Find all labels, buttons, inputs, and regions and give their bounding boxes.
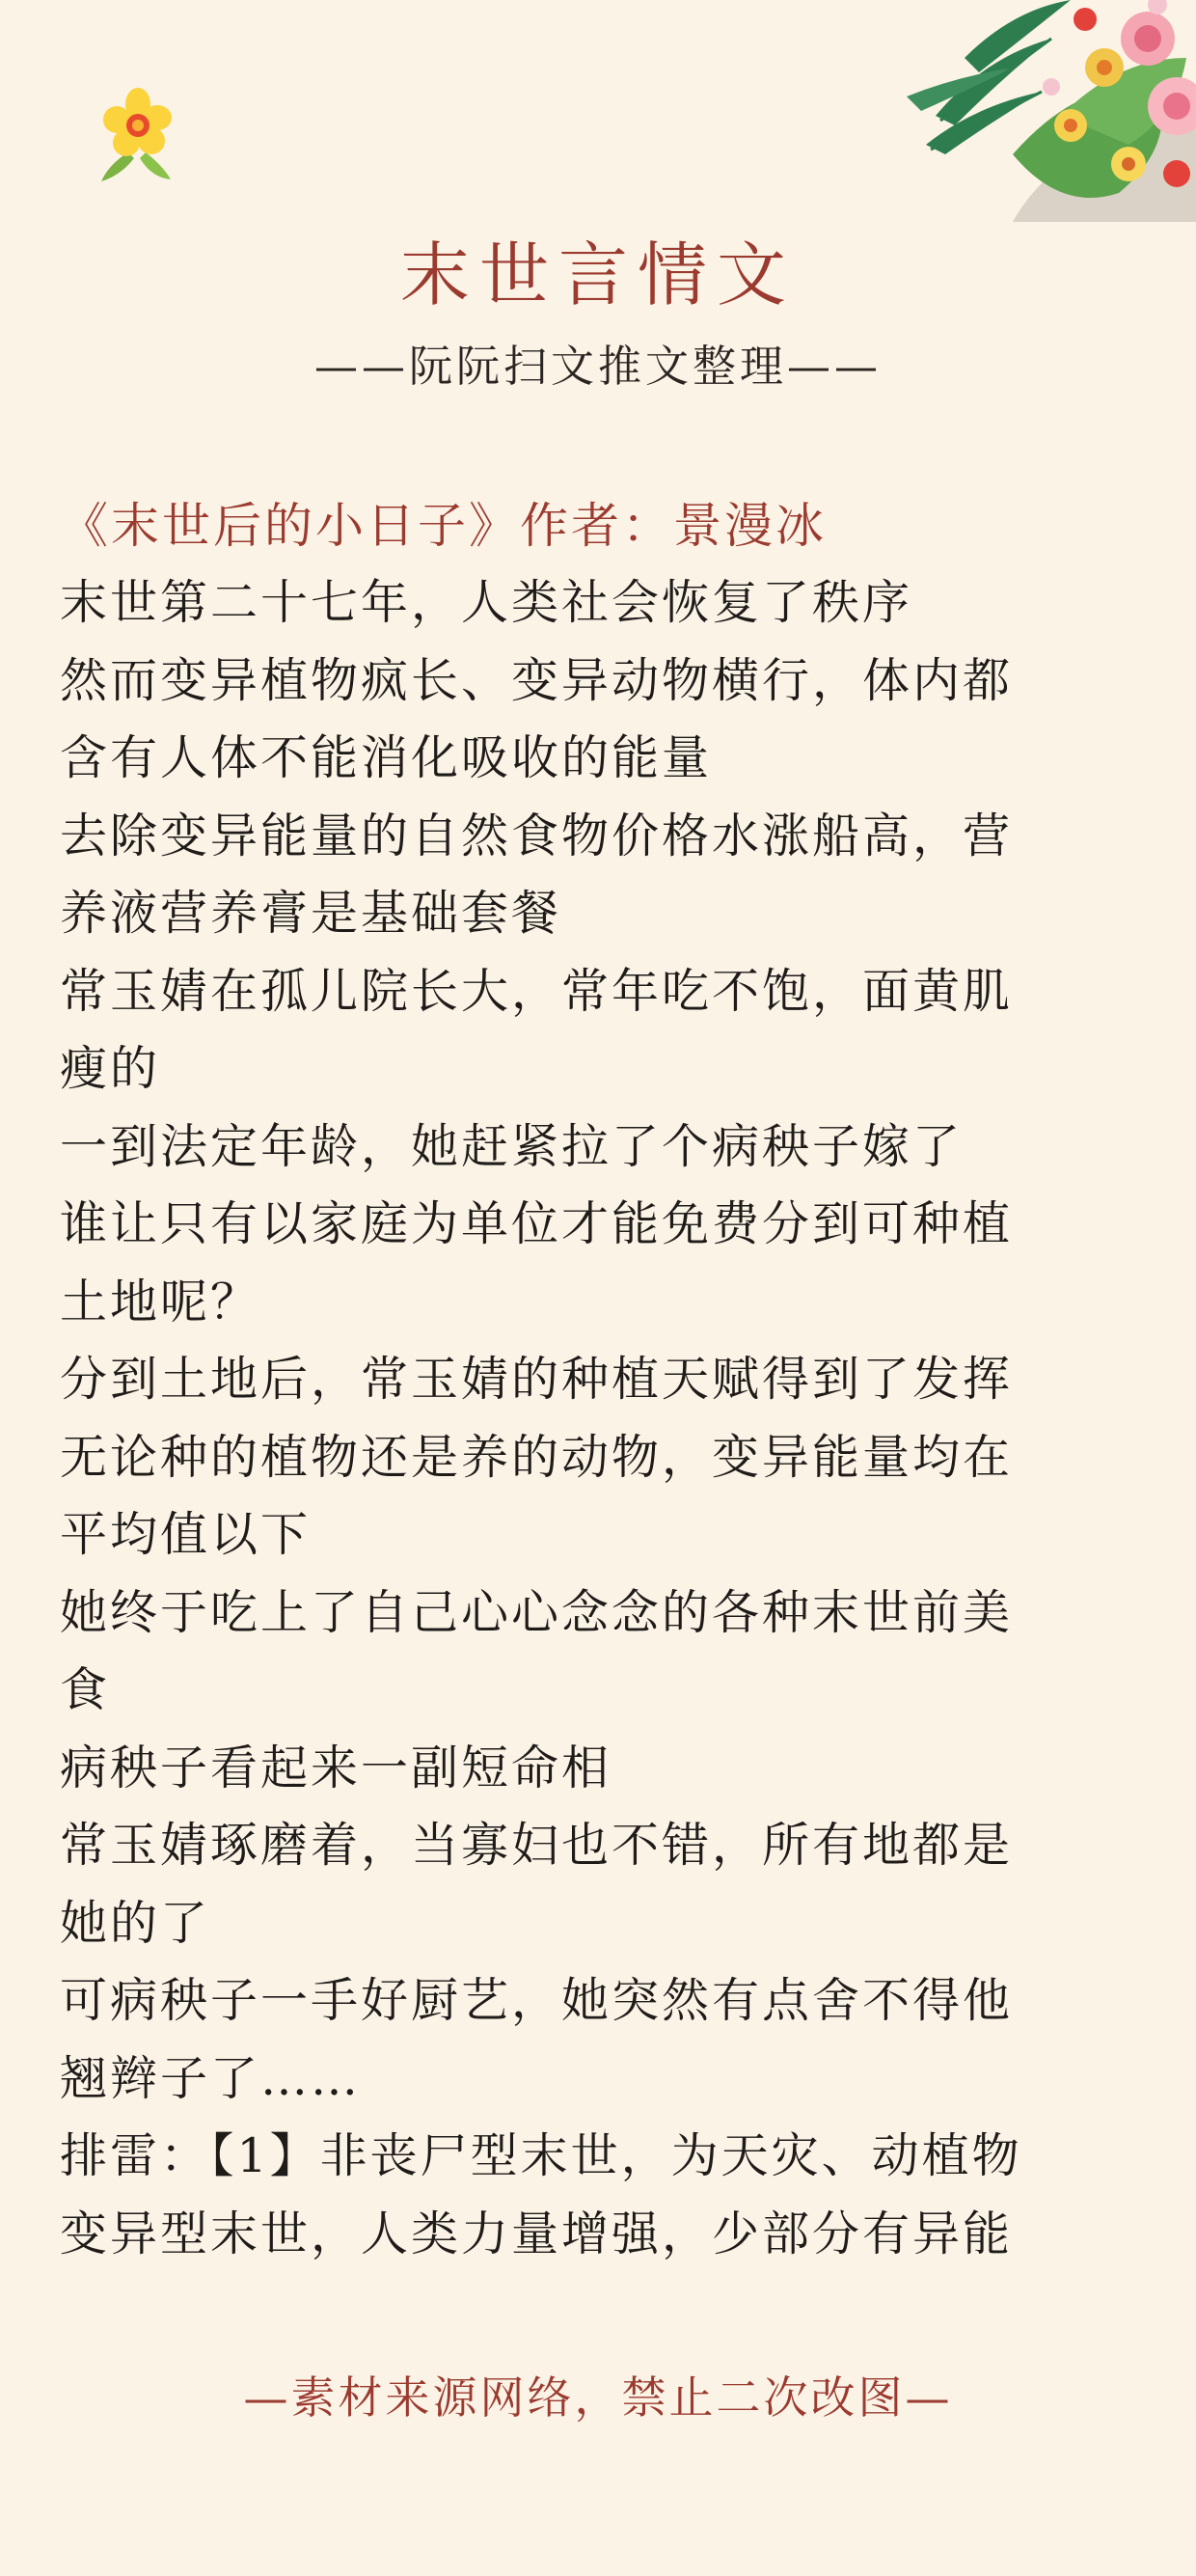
description-line: 常玉婧在孤儿院长大，常年吃不饱，面黄肌 (60, 963, 1014, 1019)
description-line: 然而变异植物疯长、变异动物横行，体内都 (60, 652, 1014, 708)
yellow-flower-icon (85, 77, 191, 183)
description-line: 去除变异能量的自然食物价格水涨船高，营 (60, 808, 1014, 863)
book-heading: 《末世后的小日子》作者：景漫冰 (60, 498, 827, 554)
description-line: 她终于吃上了自己心心念念的各种末世前美 (60, 1584, 1014, 1640)
description-line: 养液营养膏是基础套餐 (60, 886, 562, 941)
page-title: 末世言情文 (399, 234, 796, 315)
book-description (60, 564, 1140, 2273)
description-line: 一到法定年龄，她赶紧拉了个病秧子嫁了 (60, 1118, 964, 1174)
description-line: 无论种的植物还是养的动物，变异能量均在 (60, 1429, 1014, 1485)
source-notice: —素材来源网络，禁止二次改图— (243, 2371, 953, 2424)
description-line: 食 (60, 1662, 111, 1717)
description-line: 平均值以下 (60, 1507, 312, 1562)
description-line: 排雷：【1】非丧尸型末世，为天灾、动植物 (60, 2128, 1022, 2183)
description-line: 含有人体不能消化吸收的能量 (60, 730, 713, 785)
description-line: 末世第二十七年，人类社会恢复了秩序 (60, 575, 913, 630)
description-line: 翘辫子了…… (60, 2050, 362, 2106)
description-line: 土地呢？ (60, 1274, 261, 1329)
floral-bouquet-icon (868, 0, 1196, 222)
description-line: 分到土地后，常玉婧的种植天赋得到了发挥 (60, 1352, 1014, 1407)
page-subtitle: ——阮阮扫文推文整理—— (313, 341, 882, 392)
description-line: 变异型末世，人类力量增强，少部分有异能 (60, 2206, 1014, 2261)
description-line: 她的了 (60, 1895, 211, 1951)
description-line: 常玉婧琢磨着，当寡妇也不错，所有地都是 (60, 1818, 1014, 1873)
description-line: 病秧子看起来一副短命相 (60, 1740, 612, 1795)
description-line: 谁让只有以家庭为单位才能免费分到可种植 (60, 1196, 1014, 1251)
description-line: 瘦的 (60, 1041, 161, 1096)
description-line: 可病秧子一手好厨艺，她突然有点舍不得他 (60, 1973, 1014, 2028)
